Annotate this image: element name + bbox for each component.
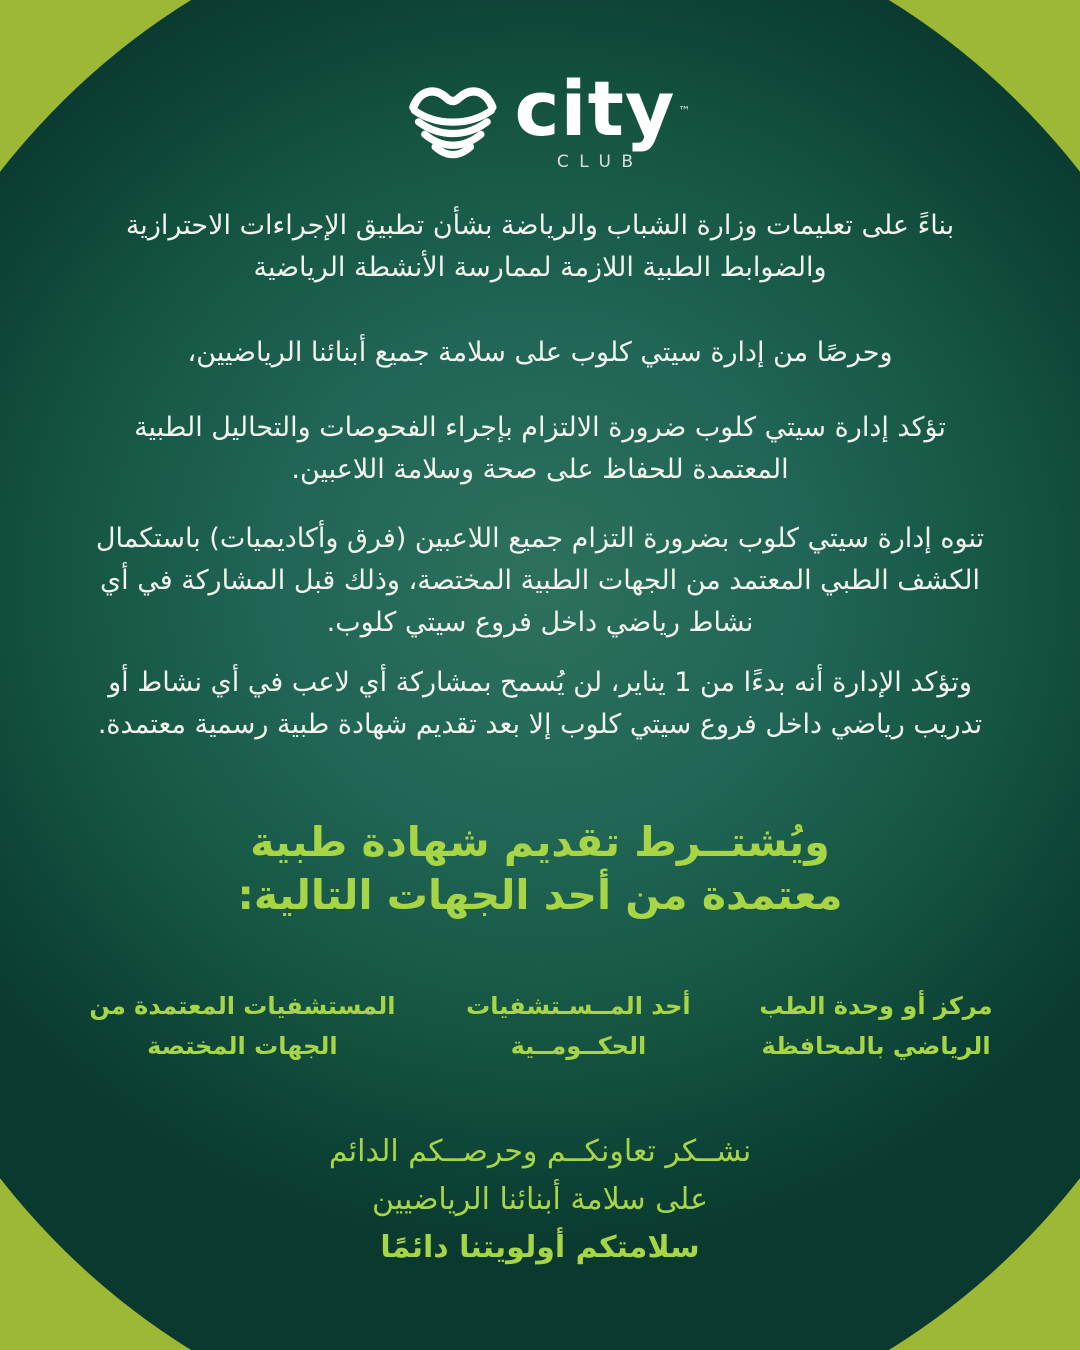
approved-sources-row <box>0 986 1080 1066</box>
trademark-symbol: ™ <box>678 104 692 118</box>
source-sports-medicine-center <box>732 986 1020 1066</box>
paragraph-ministry-instructions: بناءً على تعليمات وزارة الشباب والرياضة بشأن تطبيق الإجراءات الاحترازية والضوابط الطبية اللازمة لممارسة الأنشطة الرياضية <box>125 210 955 283</box>
source-2-line-2: الحكــومــية <box>510 1032 647 1060</box>
paragraph-safety-concern: وحرصًا من إدارة سيتي كلوب على سلامة جميع أبنائنا الرياضيين، <box>187 337 893 368</box>
logo-brand-text: city <box>514 64 676 153</box>
city-club-shield-icon <box>405 78 509 174</box>
heading-line-1: ويُشتــرط تقديم شهادة طبية <box>250 818 830 866</box>
closing-line-2: على سلامة أبنائنا الرياضيين <box>372 1182 708 1217</box>
paragraph-january-rule: وتؤكد الإدارة أنه بدءًا من 1 يناير، لن يُسمح بمشاركة أي لاعب في أي نشاط أو تدريب رياضي داخل فروع سيتي كلوب إلا بعد تقديم شهادة طبية رسمية معتمدة. <box>97 667 983 740</box>
logo-text-column <box>514 64 692 172</box>
source-accredited-hospitals <box>60 986 425 1066</box>
logo-club-text: CLUB <box>556 152 644 172</box>
paragraph-players-requirement: تنوه إدارة سيتي كلوب بضرورة التزام جميع اللاعبين (فرق وأكاديميات) باستكمال الكشف الطبي المعتمد من الجهات الطبية المختصة، وذلك قبل المشاركة في أي نشاط رياضي داخل فروع سيتي كلوب. <box>95 523 985 638</box>
logo-wordmark <box>514 64 692 153</box>
heading-line-2: معتمدة من أحد الجهات التالية: <box>237 871 843 919</box>
closing-message <box>140 1128 940 1272</box>
source-3-line-2: الجهات المختصة <box>147 1032 338 1060</box>
closing-line-3-slogan: سلامتكم أولويتنا دائمًا <box>380 1230 700 1265</box>
source-1-line-1: مركز أو وحدة الطب <box>759 992 993 1020</box>
certificate-requirement-heading <box>140 816 940 922</box>
city-club-logo <box>0 64 1080 174</box>
source-government-hospital <box>425 986 732 1066</box>
source-1-line-2: الرياضي بالمحافظة <box>761 1032 991 1060</box>
source-3-line-1: المستشفيات المعتمدة من <box>89 992 396 1020</box>
paragraph-commitment-tests: تؤكد إدارة سيتي كلوب ضرورة الالتزام بإجراء الفحوصات والتحاليل الطبية المعتمدة للحفاظ على صحة وسلامة اللاعبين. <box>134 412 946 485</box>
closing-line-1: نشــكر تعاونكــم وحرصــكم الدائم <box>328 1134 752 1169</box>
source-2-line-1: أحد المــسـتشفيات <box>466 992 691 1020</box>
